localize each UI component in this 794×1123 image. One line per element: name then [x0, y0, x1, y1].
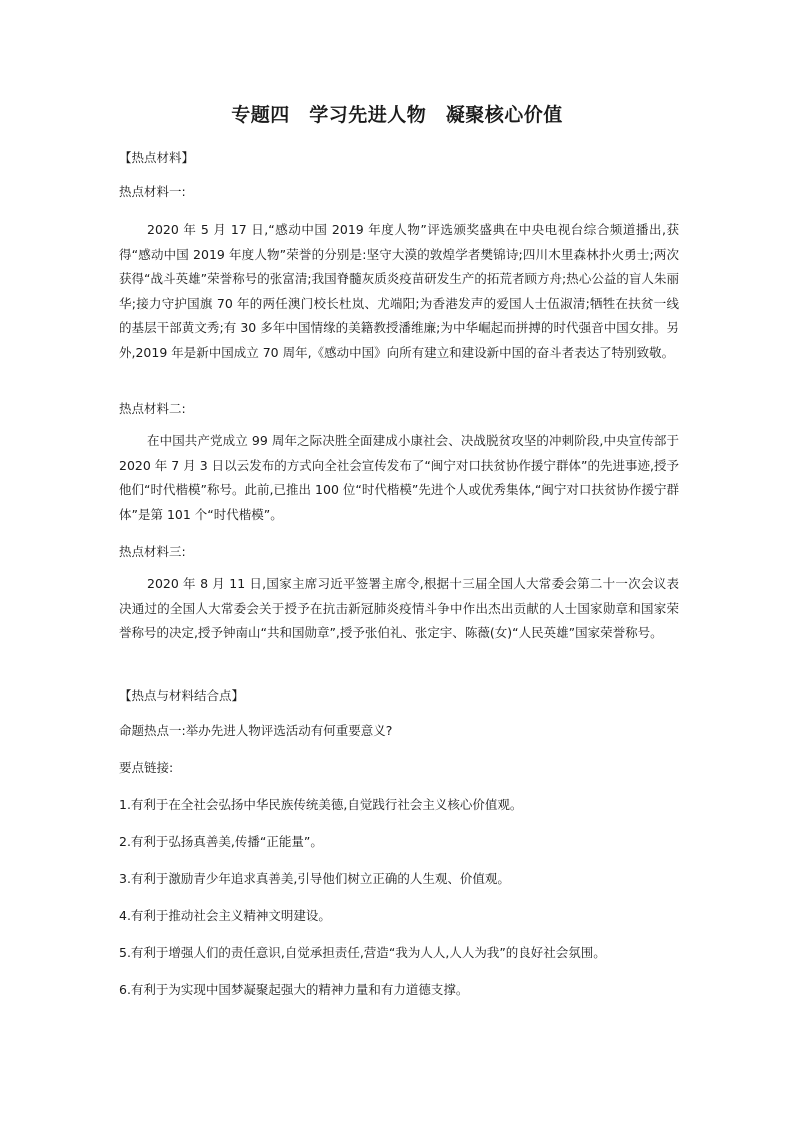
key-point-item: 4.有利于推动社会主义精神文明建设。: [119, 908, 331, 923]
material-2-label: 热点材料二:: [119, 401, 186, 416]
material-2-paragraph: 在中国共产党成立 99 周年之际决胜全面建成小康社会、决战脱贫攻坚的冲刺阶段,中央宣传部于 2020 年 7 月 3 日以云发布的方式向全社会宣传发布了“闽宁对口扶贫协作援宁群体”的先进事迹,授予他们“时代楷模”称号。此前,已推出 100 位“时代楷模”先进个人或优秀集体,“闽宁对口扶贫协作援宁群体”是第 101 个“时代楷模”。: [119, 433, 679, 522]
page-title: 专题四 学习先进人物 凝聚核心价值: [231, 104, 563, 126]
key-point-item: 2.有利于弘扬真善美,传播“正能量”。: [119, 834, 323, 849]
material-1-label: 热点材料一:: [119, 184, 186, 199]
key-point-item: 5.有利于增强人们的责任意识,自觉承担责任,营造“我为人人,人人为我”的良好社会氛围。: [119, 945, 606, 960]
section-heading-hot-materials: 【热点材料】: [119, 150, 195, 165]
key-point-item: 6.有利于为实现中国梦凝聚起强大的精神力量和有力道德支撑。: [119, 982, 469, 997]
key-point-item: 1.有利于在全社会弘扬中华民族传统美德,自觉践行社会主义核心价值观。: [119, 797, 523, 812]
key-point-item: 3.有利于激励青少年追求真善美,引导他们树立正确的人生观、价值观。: [119, 871, 510, 886]
material-3-label: 热点材料三:: [119, 544, 186, 559]
material-1-paragraph: 2020 年 5 月 17 日,“感动中国 2019 年度人物”评选颁奖盛典在中央电视台综合频道播出,获得“感动中国 2019 年度人物”荣誉的分别是:坚守大漠的敦煌学者樊锦诗;四川木里森林扑火勇士;两次获得“战斗英雄”荣誉称号的张富清;我国脊髓灰质炎疫苗研发生产的拓荒者顾方舟;热心公益的盲人朱丽华;接力守护国旗 70 年的两任澳门校长杜岚、尤端阳;为香港发声的爱国人士伍淑清;牺牲在扶贫一线的基层干部黄文秀;有 30 多年中国情缘的美籍教授潘维廉;为中华崛起而拼搏的时代强音中国女排。另外,2019 年是新中国成立 70 周年,《感动中国》向所有建立和建设新中国的奋斗者表达了特别致敬。: [119, 222, 679, 360]
material-3-paragraph: 2020 年 8 月 11 日,国家主席习近平签署主席令,根据十三届全国人大常委会第二十一次会议表决通过的全国人大常委会关于授予在抗击新冠肺炎疫情斗争中作出杰出贡献的人士国家勋章和国家荣誉称号的决定,授予钟南山“共和国勋章”,授予张伯礼、张定宇、陈薇(女)“人民英雄”国家荣誉称号。: [119, 576, 679, 641]
section-heading-combination-points: 【热点与材料结合点】: [119, 688, 245, 703]
question-hotspot-1: 命题热点一:举办先进人物评选活动有何重要意义?: [119, 723, 393, 738]
key-points-label: 要点链接:: [119, 760, 174, 775]
